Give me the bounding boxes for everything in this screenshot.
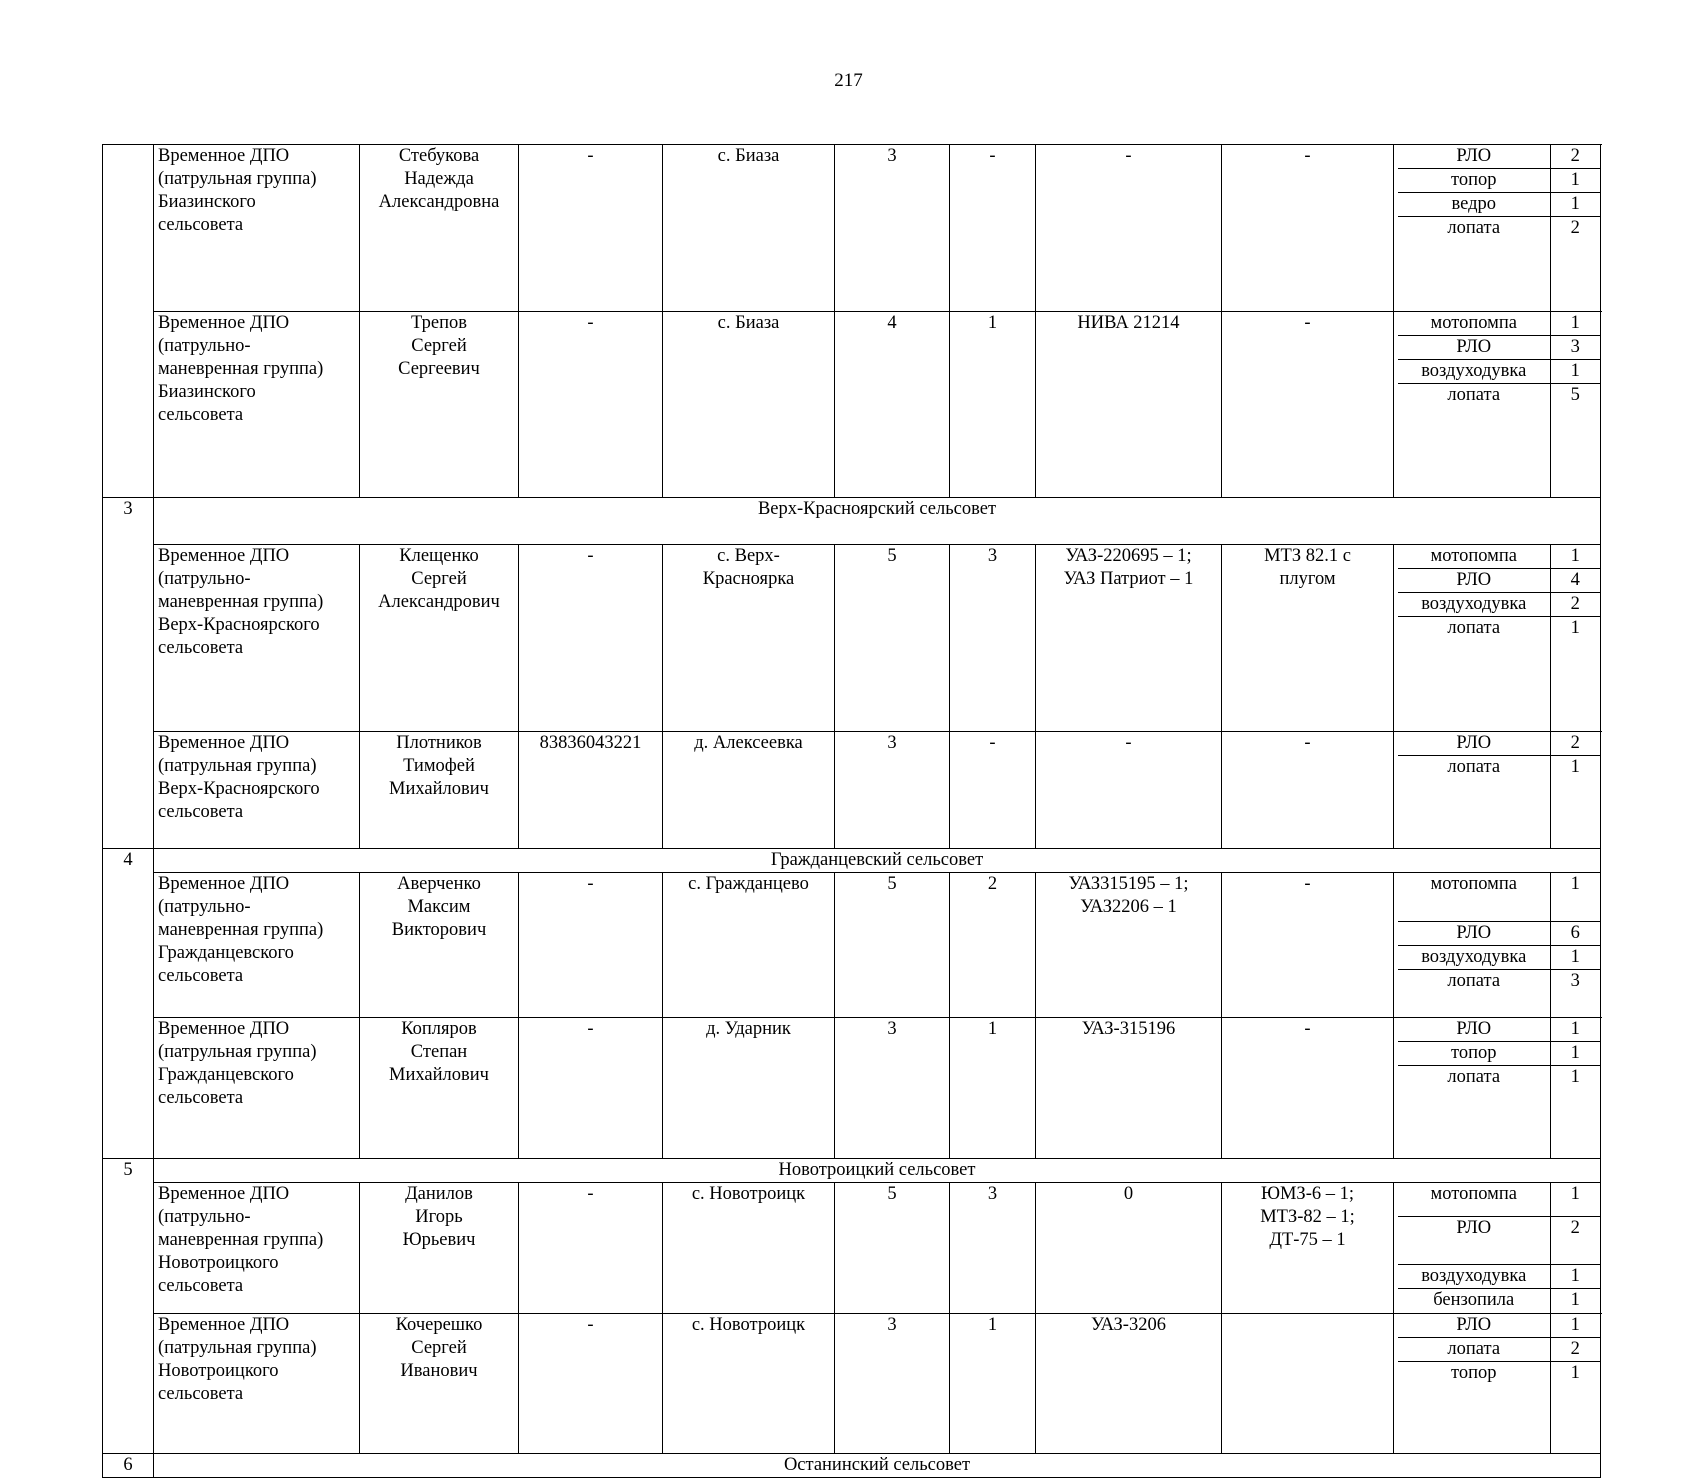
head-name [360,873,519,1018]
section-title: Гражданцевский сельсовет [154,849,1601,873]
equipment-cell [1394,1182,1601,1313]
special-machinery-line: - [1304,1019,1311,1039]
organization-name-line: Временное ДПО [158,146,290,166]
head-name-line: Трепов [411,312,467,333]
equipment-name: РЛО [1398,732,1550,756]
equipment-name: лопата [1447,756,1501,777]
organization-name-line: (патрульная группа) [158,169,317,189]
equipment-quantity: 1 [1550,755,1600,848]
organization-name-line: сельсовета [158,1275,244,1296]
section-title: Новотроицкий сельсовет [154,1158,1601,1182]
equipment-table [1398,145,1600,311]
vehicle-count: - [950,145,1036,312]
phone-number: - [519,1018,663,1159]
vehicle-count: 3 [950,545,1036,732]
equipment-cell [1394,873,1601,1018]
special-machinery [1222,545,1394,732]
people-count: 3 [835,731,950,849]
location: д. Алексеевка [663,731,835,849]
equipment-quantity: 1 [1550,873,1600,921]
organization-name-line: маневренная группа) [158,920,324,940]
organization-name-line: сельсовета [158,801,244,822]
equipment-item [1398,1042,1600,1066]
brigade-row [103,311,1601,498]
head-name-line: Максим [407,897,471,917]
vehicle-line: 0 [1123,1183,1134,1204]
equipment-quantity: 2 [1550,217,1600,311]
organization-name-line: сельсовета [158,404,244,425]
people-count: 5 [835,1182,950,1313]
equipment-name: лопата [1398,1337,1550,1361]
head-name-line: Иванович [400,1360,478,1381]
organization-name-line: Временное ДПО [158,732,290,753]
vehicle-line: УАЗ315195 – 1; [1068,874,1189,894]
organization-name [154,311,360,498]
brigade-row [103,145,1601,312]
organization-name-line: (патрульная группа) [158,1337,317,1358]
equipment-quantity: 1 [1550,1314,1600,1338]
location: с. Верх- Красноярка [663,545,835,732]
head-name-line: Аверченко [397,874,481,894]
brigade-row [103,1018,1601,1159]
phone-number: - [519,873,663,1018]
equipment-name: воздуходувка [1398,945,1550,969]
head-name [360,1313,519,1454]
vehicle-line: УАЗ-3206 [1091,1314,1166,1335]
equipment-item [1398,921,1600,945]
special-machinery [1222,145,1394,312]
brigade-row [103,545,1601,732]
special-machinery-line: - [1304,874,1311,894]
equipment-name: РЛО [1398,1314,1550,1338]
equipment-item [1398,1066,1600,1158]
equipment-name: РЛО [1398,335,1550,359]
vehicle-line: УАЗ-315196 [1081,1019,1176,1039]
organization-name-line: Биазинского [158,381,256,402]
organization-name-line: Верх-Красноярского [158,615,320,635]
vehicle-line: - [1125,146,1132,166]
phone-number: - [519,1313,663,1454]
vehicle-line: - [1125,732,1132,753]
equipment-item [1398,732,1600,756]
equipment-quantity: 2 [1550,145,1600,169]
equipment-quantity: 1 [1550,312,1600,336]
organization-name-line: Временное ДПО [158,874,290,894]
head-name [360,731,519,849]
special-machinery-line: МТЗ-82 – 1; [1260,1206,1355,1227]
special-machinery [1222,873,1394,1018]
equipment-item [1398,617,1600,731]
equipment-quantity: 1 [1550,945,1600,969]
equipment-name: РЛО [1398,569,1550,593]
head-name [360,545,519,732]
brigade-row [103,731,1601,849]
phone-number: - [519,145,663,312]
equipment-name: топор [1398,169,1550,193]
people-count: 5 [835,545,950,732]
organization-name [154,145,360,312]
special-machinery [1222,311,1394,498]
vehicles-list [1036,311,1222,498]
location: д. Ударник [663,1018,835,1159]
equipment-name: воздуходувка [1398,359,1550,383]
organization-name-line: Временное ДПО [158,1019,290,1039]
equipment-cell [1394,731,1601,849]
equipment-cell [1394,1313,1601,1454]
vehicles-list [1036,1182,1222,1313]
equipment-quantity: 1 [1550,1289,1600,1313]
equipment-name: мотопомпа [1398,545,1550,569]
location: с. Новотроицк [663,1182,835,1313]
section-title: Останинский сельсовет [154,1454,1601,1478]
equipment-quantity: 6 [1550,921,1600,945]
equipment-item [1398,359,1600,383]
equipment-quantity: 1 [1550,1361,1600,1453]
head-name-line: Тимофей [403,755,475,776]
equipment-cell [1394,145,1601,312]
equipment-quantity: 1 [1550,359,1600,383]
organization-name-line: сельсовета [158,638,244,658]
organization-name-line: (патрульно- [158,897,251,917]
section-title: Верх-Красноярский сельсовет [154,498,1601,545]
organization-name-line: Новотроицкого [158,1252,279,1273]
equipment-quantity: 5 [1550,383,1600,497]
head-name-line: Степан [410,1042,468,1062]
equipment-name: воздуходувка [1398,593,1550,617]
head-name-line: Надежда [404,169,474,189]
special-machinery [1222,731,1394,849]
equipment-item [1398,1337,1600,1361]
people-count: 3 [835,1018,950,1159]
equipment-item [1398,169,1600,193]
fire-brigades-table [102,144,1601,1478]
organization-name-line: сельсовета [158,966,244,986]
equipment-item [1398,569,1600,593]
equipment-quantity: 1 [1550,1042,1600,1066]
special-machinery-line: - [1304,146,1311,166]
organization-name [154,873,360,1018]
equipment-quantity: 2 [1550,593,1600,617]
organization-name-line: маневренная группа) [158,1229,324,1250]
equipment-name: воздуходувка [1398,1265,1550,1289]
organization-name-line: Временное ДПО [158,312,290,333]
special-machinery [1222,1313,1394,1454]
equipment-name: топор [1451,1362,1497,1383]
equipment-name: мотопомпа [1398,312,1550,336]
equipment-table [1398,1018,1600,1158]
page-number: 217 [834,70,863,91]
equipment-name: ведро [1398,193,1550,217]
equipment-name: мотопомпа [1398,1183,1550,1217]
equipment-cell [1394,311,1601,498]
organization-name-line: Новотроицкого [158,1360,279,1381]
head-name-line: Викторович [391,920,487,940]
head-name [360,145,519,312]
location: с. Биаза [663,145,835,312]
equipment-item [1398,1314,1600,1338]
equipment-item [1398,593,1600,617]
equipment-quantity: 1 [1550,1018,1600,1042]
equipment-item [1398,312,1600,336]
special-machinery-line: плугом [1279,569,1336,589]
organization-name-line: маневренная группа) [158,358,324,379]
organization-name-line: (патрульная группа) [158,1042,317,1062]
head-name-line: Кочерешко [395,1314,483,1335]
section-number: 4 [103,849,154,1159]
equipment-item [1398,1217,1600,1265]
special-machinery-line: - [1304,312,1311,333]
vehicles-list [1036,1313,1222,1454]
equipment-table [1398,312,1600,498]
head-name-line: Сергей [411,1337,467,1358]
section-header-row [103,849,1601,873]
vehicle-count: 2 [950,873,1036,1018]
special-machinery [1222,1182,1394,1313]
vehicle-count: 3 [950,1182,1036,1313]
equipment-name: лопата [1447,1067,1501,1087]
special-machinery-line: - [1304,732,1311,753]
vehicles-list [1036,731,1222,849]
equipment-item [1398,945,1600,969]
equipment-item [1398,873,1600,921]
organization-name-line: маневренная группа) [158,592,324,612]
brigade-row [103,873,1601,1018]
equipment-quantity: 1 [1550,1183,1600,1217]
head-name-line: Игорь [415,1206,463,1227]
head-name-line: Плотников [396,732,482,753]
vehicle-count: - [950,731,1036,849]
equipment-item [1398,545,1600,569]
section-header-row [103,1454,1601,1478]
special-machinery-line: ЮМЗ-6 – 1; [1260,1183,1355,1204]
organization-name-line: Верх-Красноярского [158,778,320,799]
organization-name-line: Биазинского [158,192,256,212]
vehicle-line: УАЗ2206 – 1 [1080,897,1177,917]
location: с. Гражданцево [663,873,835,1018]
equipment-quantity: 2 [1550,732,1600,756]
head-name-line: Михайлович [389,1065,489,1085]
equipment-table [1398,732,1600,849]
head-name-line: Александровна [378,192,500,212]
head-name-line: Клещенко [399,546,479,566]
equipment-quantity: 3 [1550,335,1600,359]
organization-name-line: сельсовета [158,215,244,235]
equipment-item [1398,383,1600,497]
vehicles-list [1036,873,1222,1018]
equipment-item [1398,1289,1600,1313]
organization-name [154,545,360,732]
people-count: 5 [835,873,950,1018]
head-name-line: Копляров [401,1019,477,1039]
brigade-row [103,1313,1601,1454]
vehicles-list [1036,145,1222,312]
head-name [360,1018,519,1159]
special-machinery-line: ДТ-75 – 1 [1269,1229,1346,1250]
location: с. Биаза [663,311,835,498]
organization-name-line: (патрульная группа) [158,755,317,776]
equipment-item [1398,969,1600,1017]
head-name-line: Сергей [411,335,467,356]
head-name-line: Данилов [405,1183,473,1204]
equipment-quantity: 4 [1550,569,1600,593]
equipment-name: лопата [1447,218,1501,238]
phone-number: - [519,1182,663,1313]
equipment-item [1398,193,1600,217]
equipment-quantity: 2 [1550,1337,1600,1361]
equipment-quantity: 3 [1550,969,1600,1017]
organization-name-line: (патрульно- [158,1206,251,1227]
brigade-row [103,1182,1601,1313]
equipment-name: РЛО [1398,145,1550,169]
equipment-cell [1394,1018,1601,1159]
organization-name-line: (патрульно- [158,569,251,589]
vehicles-list [1036,1018,1222,1159]
equipment-name: лопата [1447,618,1501,638]
equipment-table [1398,545,1600,731]
vehicle-count: 1 [950,1313,1036,1454]
organization-name [154,1018,360,1159]
equipment-name: лопата [1447,970,1501,991]
head-name-line: Сергей [411,569,467,589]
equipment-table [1398,1183,1600,1313]
vehicle-line: УАЗ Патриот – 1 [1063,569,1194,589]
head-name-line: Александрович [378,592,500,612]
equipment-name: РЛО [1398,1018,1550,1042]
equipment-item [1398,217,1600,311]
organization-name [154,1182,360,1313]
section-number: 6 [103,1454,154,1478]
vehicle-count: 1 [950,1018,1036,1159]
special-machinery [1222,1018,1394,1159]
equipment-name: лопата [1447,384,1501,405]
people-count: 4 [835,311,950,498]
section-number: 5 [103,1158,154,1454]
section-number: 3 [103,498,154,849]
vehicle-count: 1 [950,311,1036,498]
section-number [103,145,154,498]
phone-number: - [519,545,663,732]
organization-name-line: сельсовета [158,1383,244,1404]
equipment-quantity: 1 [1550,169,1600,193]
vehicle-line: НИВА 21214 [1077,312,1180,333]
head-name [360,1182,519,1313]
organization-name-line: Временное ДПО [158,1183,290,1204]
phone-number: - [519,311,663,498]
organization-name-line: (патрульно- [158,335,251,356]
equipment-item [1398,1361,1600,1453]
head-name [360,311,519,498]
organization-name [154,1313,360,1454]
equipment-name: бензопила [1433,1290,1515,1310]
equipment-item [1398,335,1600,359]
equipment-name: топор [1398,1042,1550,1066]
equipment-cell [1394,545,1601,732]
people-count: 3 [835,1313,950,1454]
equipment-quantity: 1 [1550,193,1600,217]
equipment-name: РЛО [1398,921,1550,945]
organization-name-line: сельсовета [158,1088,244,1108]
organization-name-line: Гражданцевского [158,1065,294,1085]
section-header-row [103,1158,1601,1182]
equipment-name: мотопомпа [1398,873,1550,921]
phone-number: 83836043221 [519,731,663,849]
organization-name-line: Временное ДПО [158,546,290,566]
organization-name [154,731,360,849]
equipment-quantity: 1 [1550,1066,1600,1158]
equipment-table [1398,1314,1600,1454]
section-header-row [103,498,1601,545]
vehicles-list [1036,545,1222,732]
head-name-line: Стебукова [398,146,480,166]
special-machinery-line: МТЗ 82.1 с [1264,546,1351,566]
head-name-line: Сергеевич [398,358,480,379]
organization-name-line: Временное ДПО [158,1314,290,1335]
equipment-item [1398,145,1600,169]
equipment-name: РЛО [1398,1217,1550,1265]
equipment-quantity: 1 [1550,617,1600,731]
head-name-line: Михайлович [389,778,489,799]
equipment-table [1398,873,1600,1017]
location: с. Новотроицк [663,1313,835,1454]
equipment-quantity: 2 [1550,1217,1600,1265]
equipment-item [1398,1018,1600,1042]
organization-name-line: Гражданцевского [158,943,294,963]
people-count: 3 [835,145,950,312]
equipment-item [1398,755,1600,848]
head-name-line: Юрьевич [402,1229,476,1250]
vehicle-line: УАЗ-220695 – 1; [1065,546,1192,566]
equipment-item [1398,1265,1600,1289]
equipment-quantity: 1 [1550,545,1600,569]
equipment-quantity: 1 [1550,1265,1600,1289]
